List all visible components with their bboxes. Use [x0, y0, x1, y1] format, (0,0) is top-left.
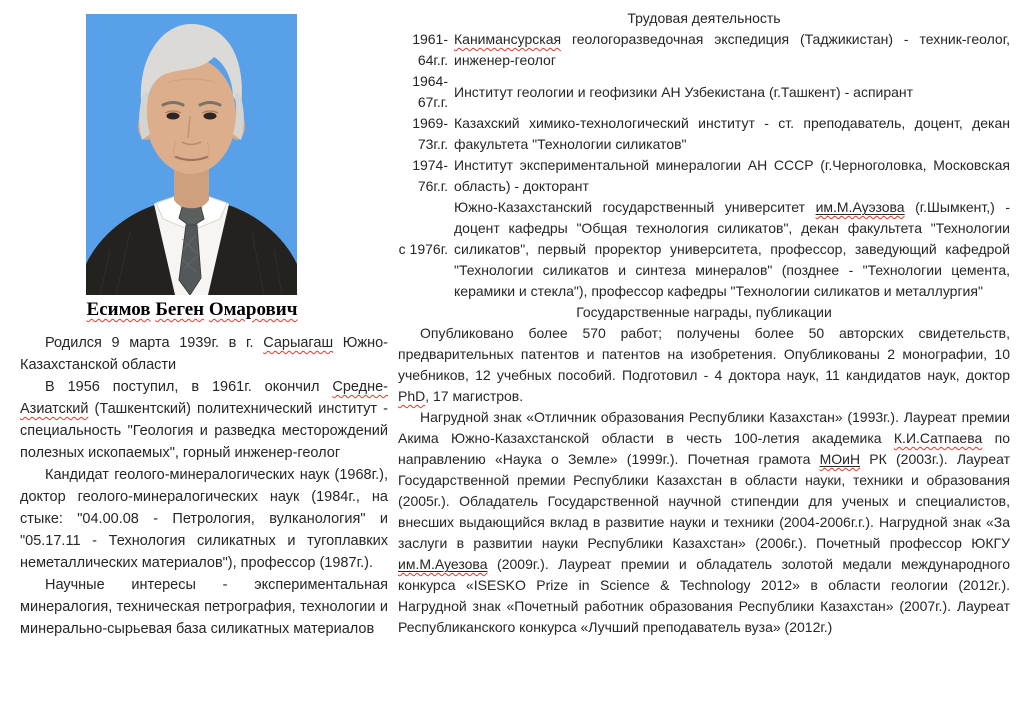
awards-paragraph-publications: Опубликовано более 570 работ; получены более 50 авторских свидетельств, предварительных патентов и патентов на изобретения. Опубликованы 2 монографии, 10 учебников, 12 учебных пособий. Подготовил - 4 доктора наук, 11 кандидатов наук, доктор PhD, 17 магистров.: [398, 325, 1010, 404]
awards-paragraph-honors: Нагрудной знак «Отличник образования Республики Казахстан» (1993г.). Лауреат премии Акима Южно-Казахстанской области в честь 100-летия академика К.И.Сатпаева по направлению «Наука о Земле» (1999г.). Почетная грамота МОиН РК (2003г.). Лауреат Государственной премии Республики Казахстан в области науки, техники и образования (2005г.). Обладатель Государственной научной стипендии для ученых и специалистов, внесших выдающийся вклад в развитие науки и техники (2004-2006г.г.). Нагрудной знак «За заслуги в развитии науки Республики Казахстан» (2006г.). Почетный профессор ЮКГУ им.М.Ауезова (2009г.). Лауреат премии и обладатель золотой медали международного конкурса «ISESKO Prize in Science & Technology 2012» в области геологии (2012г.). Нагрудной знак «Почетный работник образования Республики Казахстан» (2007г.). Лауреат Республиканского конкурса «Лучший преподаватель вуза» (2012г.): [398, 409, 1011, 635]
work-description: Южно-Казахстанский государственный университет им.М.Ауэзова (г.Шымкент,) - доцент кафедры "Общая технология силикатов", декан факультета "Технологии силикатов", первый проректор университета, профессор, заведующий кафедрой "Технологии силикатов и синтеза минералов" (позднее - "Технологии цемента, керамики и стекла"), профессор кафедры "Технологии силикатов и металлургия": [454, 199, 1010, 299]
portrait-photo-svg: [86, 14, 297, 295]
work-years: 1974-76г.г.: [412, 157, 448, 194]
work-description: Казахский химико-технологический институт - ст. преподаватель, доцент, декан факультета "Технологии силикатов": [454, 115, 1010, 152]
work-years: 1969-73г.г.: [412, 115, 448, 152]
work-history-row: [398, 155, 1010, 197]
work-history-row: [398, 71, 1010, 113]
work-history-row: [398, 113, 1010, 155]
bio-paragraph-birth: Родился 9 марта 1939г. в г. Сарыагаш Южно-Казахстанской области: [20, 335, 388, 373]
work-years: 1961-64г.г.: [412, 31, 448, 68]
work-history-table: [398, 29, 1010, 302]
work-description: Институт экспериментальной минералогии АН СССР (г.Черноголовка, Московская область) - докторант: [454, 157, 1010, 194]
right-column: [398, 8, 1010, 638]
awards-title: Государственные награды, публикации: [576, 304, 832, 320]
work-description: Институт геологии и геофизики АН Узбекистана (г.Ташкент) - аспирант: [454, 83, 914, 100]
bio-paragraph-interests: Научные интересы - экспериментальная минералогия, техническая петрография, технологии и минерально-сырьевая база силикатных материалов: [20, 577, 388, 637]
work-history-title: Трудовая деятельность: [627, 10, 781, 26]
work-history-row: [398, 197, 1010, 302]
awards-section: [398, 323, 1010, 638]
work-years: с 1976г.: [398, 241, 448, 257]
work-years: 1964-67г.г.: [412, 73, 448, 110]
portrait-photo: [86, 14, 297, 295]
work-history-row: [398, 29, 1010, 71]
left-column: [20, 10, 388, 640]
person-name: Есимов Беген Омарович: [86, 299, 298, 320]
bio-paragraph-degrees: Кандидат геолого-минералогических наук (1968г.), доктор геолого-минералогических наук (1984г., на стыке: "04.00.08 - Петрология, вулканология" и "05.17.11 - Технология силикатных и тугоплавких неметаллических материалов"), профессор (1987г.).: [20, 467, 388, 571]
bio-paragraph-education: В 1956 поступил, в 1961г. окончил Средне-Азиатский (Ташкентский) политехнический институт - специальность "Геология и разведка месторождений полезных ископаемых", горный инженер-геолог: [20, 379, 388, 461]
bio-section: [20, 332, 388, 640]
work-description: Канимансурская геологоразведочная экспедиция (Таджикистан) - техник-геолог, инженер-геолог: [454, 31, 1010, 68]
